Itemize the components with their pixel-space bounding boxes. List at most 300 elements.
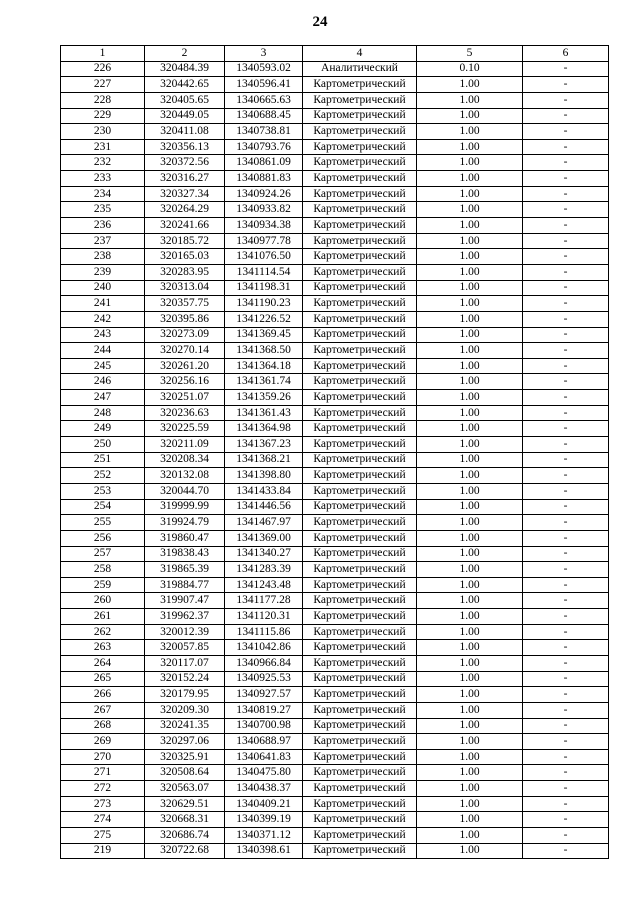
table-row	[61, 61, 609, 77]
cell-method: Картометрический	[303, 577, 417, 593]
cell-accuracy: 1.00	[417, 296, 523, 312]
cell-note: -	[523, 139, 609, 155]
cell-x-coordinate: 320261.20	[145, 358, 225, 374]
cell-y-coordinate: 1341283.39	[225, 562, 303, 578]
cell-note: -	[523, 358, 609, 374]
cell-accuracy: 1.00	[417, 749, 523, 765]
cell-accuracy: 1.00	[417, 343, 523, 359]
cell-note: -	[523, 421, 609, 437]
cell-method: Картометрический	[303, 374, 417, 390]
cell-point-number: 241	[61, 296, 145, 312]
cell-note: -	[523, 749, 609, 765]
cell-x-coordinate: 320449.05	[145, 108, 225, 124]
cell-x-coordinate: 319962.37	[145, 609, 225, 625]
cell-y-coordinate: 1341177.28	[225, 593, 303, 609]
table-row	[61, 77, 609, 93]
cell-y-coordinate: 1340475.80	[225, 765, 303, 781]
cell-x-coordinate: 319924.79	[145, 515, 225, 531]
cell-method: Картометрический	[303, 624, 417, 640]
header-row	[61, 46, 609, 62]
cell-point-number: 267	[61, 702, 145, 718]
cell-point-number: 273	[61, 796, 145, 812]
cell-x-coordinate: 320722.68	[145, 843, 225, 859]
table-row	[61, 843, 609, 859]
cell-x-coordinate: 320225.59	[145, 421, 225, 437]
cell-method: Картометрический	[303, 546, 417, 562]
cell-x-coordinate: 320236.63	[145, 405, 225, 421]
cell-y-coordinate: 1341368.50	[225, 343, 303, 359]
cell-y-coordinate: 1340398.61	[225, 843, 303, 859]
cell-y-coordinate: 1341114.54	[225, 264, 303, 280]
cell-note: -	[523, 828, 609, 844]
table-row	[61, 264, 609, 280]
table-row	[61, 249, 609, 265]
cell-accuracy: 1.00	[417, 530, 523, 546]
cell-x-coordinate: 320372.56	[145, 155, 225, 171]
cell-accuracy: 1.00	[417, 609, 523, 625]
cell-y-coordinate: 1340793.76	[225, 139, 303, 155]
cell-accuracy: 1.00	[417, 139, 523, 155]
cell-point-number: 233	[61, 171, 145, 187]
page-number: 24	[312, 14, 328, 30]
cell-point-number: 261	[61, 609, 145, 625]
cell-method: Картометрический	[303, 749, 417, 765]
table-row	[61, 202, 609, 218]
cell-method: Картометрический	[303, 139, 417, 155]
cell-method: Картометрический	[303, 421, 417, 437]
cell-y-coordinate: 1341367.23	[225, 437, 303, 453]
cell-accuracy: 1.00	[417, 687, 523, 703]
cell-x-coordinate: 320411.08	[145, 124, 225, 140]
table-row	[61, 796, 609, 812]
cell-x-coordinate: 320484.39	[145, 61, 225, 77]
cell-method: Картометрический	[303, 108, 417, 124]
cell-accuracy: 1.00	[417, 171, 523, 187]
cell-accuracy: 1.00	[417, 671, 523, 687]
cell-note: -	[523, 296, 609, 312]
table-row	[61, 718, 609, 734]
cell-accuracy: 1.00	[417, 437, 523, 453]
cell-point-number: 238	[61, 249, 145, 265]
cell-accuracy: 1.00	[417, 812, 523, 828]
cell-x-coordinate: 320165.03	[145, 249, 225, 265]
cell-point-number: 265	[61, 671, 145, 687]
cell-x-coordinate: 320179.95	[145, 687, 225, 703]
cell-method: Картометрический	[303, 593, 417, 609]
cell-point-number: 260	[61, 593, 145, 609]
cell-method: Картометрический	[303, 530, 417, 546]
table-row	[61, 280, 609, 296]
cell-accuracy: 1.00	[417, 264, 523, 280]
cell-y-coordinate: 1341120.31	[225, 609, 303, 625]
table-row	[61, 781, 609, 797]
cell-x-coordinate: 320356.13	[145, 139, 225, 155]
cell-accuracy: 1.00	[417, 92, 523, 108]
cell-x-coordinate: 320283.95	[145, 264, 225, 280]
cell-y-coordinate: 1340738.81	[225, 124, 303, 140]
cell-accuracy: 1.00	[417, 734, 523, 750]
cell-note: -	[523, 796, 609, 812]
cell-method: Картометрический	[303, 640, 417, 656]
cell-point-number: 228	[61, 92, 145, 108]
cell-method: Картометрический	[303, 734, 417, 750]
cell-point-number: 230	[61, 124, 145, 140]
coordinates-table	[60, 45, 609, 859]
cell-point-number: 258	[61, 562, 145, 578]
table-row	[61, 437, 609, 453]
column-header-6: 6	[523, 46, 609, 62]
cell-y-coordinate: 1340819.27	[225, 702, 303, 718]
cell-note: -	[523, 702, 609, 718]
cell-accuracy: 1.00	[417, 624, 523, 640]
cell-point-number: 251	[61, 452, 145, 468]
cell-y-coordinate: 1340881.83	[225, 171, 303, 187]
column-header-3: 3	[225, 46, 303, 62]
cell-x-coordinate: 320211.09	[145, 437, 225, 453]
cell-point-number: 229	[61, 108, 145, 124]
cell-x-coordinate: 319860.47	[145, 530, 225, 546]
cell-x-coordinate: 320313.04	[145, 280, 225, 296]
cell-y-coordinate: 1341369.45	[225, 327, 303, 343]
cell-point-number: 262	[61, 624, 145, 640]
cell-method: Картометрический	[303, 655, 417, 671]
cell-y-coordinate: 1340688.97	[225, 734, 303, 750]
cell-accuracy: 1.00	[417, 702, 523, 718]
cell-note: -	[523, 468, 609, 484]
cell-accuracy: 1.00	[417, 358, 523, 374]
cell-method: Картометрический	[303, 828, 417, 844]
cell-method: Картометрический	[303, 155, 417, 171]
table-row	[61, 218, 609, 234]
cell-y-coordinate: 1340596.41	[225, 77, 303, 93]
cell-method: Картометрический	[303, 171, 417, 187]
cell-point-number: 249	[61, 421, 145, 437]
cell-x-coordinate: 320325.91	[145, 749, 225, 765]
cell-note: -	[523, 452, 609, 468]
cell-point-number: 254	[61, 499, 145, 515]
cell-y-coordinate: 1341115.86	[225, 624, 303, 640]
cell-accuracy: 1.00	[417, 765, 523, 781]
cell-method: Картометрический	[303, 233, 417, 249]
cell-method: Картометрический	[303, 390, 417, 406]
cell-x-coordinate: 320256.16	[145, 374, 225, 390]
cell-note: -	[523, 546, 609, 562]
cell-y-coordinate: 1340925.53	[225, 671, 303, 687]
cell-accuracy: 1.00	[417, 593, 523, 609]
cell-point-number: 256	[61, 530, 145, 546]
cell-accuracy: 1.00	[417, 218, 523, 234]
cell-note: -	[523, 437, 609, 453]
cell-note: -	[523, 687, 609, 703]
cell-x-coordinate: 319907.47	[145, 593, 225, 609]
cell-accuracy: 1.00	[417, 390, 523, 406]
cell-x-coordinate: 320316.27	[145, 171, 225, 187]
cell-method: Картометрический	[303, 718, 417, 734]
cell-y-coordinate: 1340688.45	[225, 108, 303, 124]
cell-method: Картометрический	[303, 671, 417, 687]
table-row	[61, 702, 609, 718]
table-row	[61, 171, 609, 187]
cell-method: Картометрический	[303, 296, 417, 312]
table-row	[61, 390, 609, 406]
cell-note: -	[523, 108, 609, 124]
cell-accuracy: 1.00	[417, 655, 523, 671]
cell-y-coordinate: 1341361.43	[225, 405, 303, 421]
cell-y-coordinate: 1341364.18	[225, 358, 303, 374]
cell-y-coordinate: 1341361.74	[225, 374, 303, 390]
cell-note: -	[523, 655, 609, 671]
cell-y-coordinate: 1341190.23	[225, 296, 303, 312]
cell-x-coordinate: 319999.99	[145, 499, 225, 515]
cell-y-coordinate: 1341467.97	[225, 515, 303, 531]
cell-note: -	[523, 249, 609, 265]
table-row	[61, 233, 609, 249]
cell-x-coordinate: 320297.06	[145, 734, 225, 750]
cell-y-coordinate: 1341446.56	[225, 499, 303, 515]
cell-point-number: 253	[61, 483, 145, 499]
cell-y-coordinate: 1341340.27	[225, 546, 303, 562]
cell-point-number: 275	[61, 828, 145, 844]
cell-note: -	[523, 77, 609, 93]
table-row	[61, 374, 609, 390]
cell-method: Картометрический	[303, 92, 417, 108]
cell-point-number: 274	[61, 812, 145, 828]
table-row	[61, 562, 609, 578]
cell-x-coordinate: 319838.43	[145, 546, 225, 562]
table-row	[61, 343, 609, 359]
cell-accuracy: 1.00	[417, 828, 523, 844]
column-header-2: 2	[145, 46, 225, 62]
cell-note: -	[523, 327, 609, 343]
cell-y-coordinate: 1340700.98	[225, 718, 303, 734]
cell-y-coordinate: 1340399.19	[225, 812, 303, 828]
cell-point-number: 227	[61, 77, 145, 93]
cell-point-number: 272	[61, 781, 145, 797]
cell-note: -	[523, 530, 609, 546]
cell-accuracy: 1.00	[417, 374, 523, 390]
cell-x-coordinate: 320012.39	[145, 624, 225, 640]
cell-point-number: 244	[61, 343, 145, 359]
cell-x-coordinate: 320442.65	[145, 77, 225, 93]
cell-note: -	[523, 671, 609, 687]
cell-accuracy: 1.00	[417, 483, 523, 499]
cell-point-number: 242	[61, 311, 145, 327]
cell-accuracy: 1.00	[417, 562, 523, 578]
table-row	[61, 609, 609, 625]
cell-accuracy: 1.00	[417, 124, 523, 140]
cell-accuracy: 1.00	[417, 468, 523, 484]
cell-note: -	[523, 624, 609, 640]
cell-y-coordinate: 1341076.50	[225, 249, 303, 265]
cell-method: Картометрический	[303, 781, 417, 797]
cell-note: -	[523, 609, 609, 625]
table-row	[61, 124, 609, 140]
cell-accuracy: 1.00	[417, 202, 523, 218]
cell-y-coordinate: 1341433.84	[225, 483, 303, 499]
table-row	[61, 483, 609, 499]
table-row	[61, 468, 609, 484]
cell-x-coordinate: 320209.30	[145, 702, 225, 718]
cell-method: Картометрический	[303, 218, 417, 234]
cell-x-coordinate: 320563.07	[145, 781, 225, 797]
cell-note: -	[523, 593, 609, 609]
cell-method: Картометрический	[303, 280, 417, 296]
cell-point-number: 231	[61, 139, 145, 155]
cell-x-coordinate: 320208.34	[145, 452, 225, 468]
cell-point-number: 270	[61, 749, 145, 765]
cell-y-coordinate: 1341398.80	[225, 468, 303, 484]
cell-accuracy: 1.00	[417, 249, 523, 265]
table-row	[61, 311, 609, 327]
cell-accuracy: 1.00	[417, 311, 523, 327]
cell-x-coordinate: 320273.09	[145, 327, 225, 343]
cell-point-number: 219	[61, 843, 145, 859]
table-row	[61, 499, 609, 515]
cell-note: -	[523, 374, 609, 390]
cell-method: Картометрический	[303, 311, 417, 327]
cell-note: -	[523, 515, 609, 531]
cell-y-coordinate: 1341359.26	[225, 390, 303, 406]
table-row	[61, 546, 609, 562]
cell-accuracy: 1.00	[417, 155, 523, 171]
cell-note: -	[523, 171, 609, 187]
cell-method: Картометрический	[303, 343, 417, 359]
cell-y-coordinate: 1340641.83	[225, 749, 303, 765]
cell-point-number: 263	[61, 640, 145, 656]
cell-method: Картометрический	[303, 249, 417, 265]
cell-x-coordinate: 320241.66	[145, 218, 225, 234]
cell-x-coordinate: 320686.74	[145, 828, 225, 844]
cell-accuracy: 1.00	[417, 327, 523, 343]
cell-y-coordinate: 1340966.84	[225, 655, 303, 671]
cell-accuracy: 1.00	[417, 452, 523, 468]
cell-accuracy: 1.00	[417, 280, 523, 296]
table-row	[61, 530, 609, 546]
cell-y-coordinate: 1340933.82	[225, 202, 303, 218]
cell-point-number: 240	[61, 280, 145, 296]
table-row	[61, 327, 609, 343]
cell-point-number: 226	[61, 61, 145, 77]
cell-y-coordinate: 1340593.02	[225, 61, 303, 77]
cell-note: -	[523, 343, 609, 359]
table-row	[61, 577, 609, 593]
cell-y-coordinate: 1340438.37	[225, 781, 303, 797]
cell-accuracy: 1.00	[417, 577, 523, 593]
cell-method: Картометрический	[303, 499, 417, 515]
cell-accuracy: 1.00	[417, 640, 523, 656]
cell-method: Картометрический	[303, 405, 417, 421]
cell-y-coordinate: 1341042.86	[225, 640, 303, 656]
cell-note: -	[523, 812, 609, 828]
cell-point-number: 259	[61, 577, 145, 593]
cell-x-coordinate: 320264.29	[145, 202, 225, 218]
table-row	[61, 186, 609, 202]
cell-method: Картометрический	[303, 796, 417, 812]
table-row	[61, 593, 609, 609]
cell-x-coordinate: 320508.64	[145, 765, 225, 781]
cell-y-coordinate: 1340861.09	[225, 155, 303, 171]
cell-accuracy: 1.00	[417, 405, 523, 421]
cell-x-coordinate: 320327.34	[145, 186, 225, 202]
cell-note: -	[523, 843, 609, 859]
cell-point-number: 255	[61, 515, 145, 531]
cell-method: Картометрический	[303, 843, 417, 859]
table-row	[61, 812, 609, 828]
cell-point-number: 266	[61, 687, 145, 703]
cell-note: -	[523, 718, 609, 734]
cell-x-coordinate: 320057.85	[145, 640, 225, 656]
cell-point-number: 243	[61, 327, 145, 343]
cell-point-number: 268	[61, 718, 145, 734]
cell-note: -	[523, 264, 609, 280]
cell-method: Картометрический	[303, 358, 417, 374]
cell-y-coordinate: 1341369.00	[225, 530, 303, 546]
cell-note: -	[523, 734, 609, 750]
cell-method: Аналитический	[303, 61, 417, 77]
cell-x-coordinate: 320357.75	[145, 296, 225, 312]
table-row	[61, 828, 609, 844]
cell-accuracy: 1.00	[417, 186, 523, 202]
table-row	[61, 139, 609, 155]
cell-note: -	[523, 233, 609, 249]
cell-note: -	[523, 202, 609, 218]
cell-method: Картометрический	[303, 702, 417, 718]
cell-accuracy: 1.00	[417, 796, 523, 812]
cell-point-number: 271	[61, 765, 145, 781]
cell-method: Картометрический	[303, 687, 417, 703]
table-row	[61, 358, 609, 374]
cell-point-number: 236	[61, 218, 145, 234]
column-header-5: 5	[417, 46, 523, 62]
cell-point-number: 235	[61, 202, 145, 218]
cell-note: -	[523, 562, 609, 578]
cell-method: Картометрический	[303, 468, 417, 484]
cell-method: Картометрический	[303, 452, 417, 468]
cell-point-number: 248	[61, 405, 145, 421]
cell-y-coordinate: 1340409.21	[225, 796, 303, 812]
cell-point-number: 252	[61, 468, 145, 484]
table-row	[61, 405, 609, 421]
cell-x-coordinate: 320185.72	[145, 233, 225, 249]
cell-point-number: 237	[61, 233, 145, 249]
cell-method: Картометрический	[303, 264, 417, 280]
cell-y-coordinate: 1340924.26	[225, 186, 303, 202]
cell-point-number: 250	[61, 437, 145, 453]
table-row	[61, 640, 609, 656]
table-row	[61, 421, 609, 437]
cell-method: Картометрический	[303, 186, 417, 202]
cell-accuracy: 1.00	[417, 77, 523, 93]
table-row	[61, 155, 609, 171]
cell-method: Картометрический	[303, 765, 417, 781]
cell-point-number: 257	[61, 546, 145, 562]
cell-note: -	[523, 61, 609, 77]
cell-y-coordinate: 1340934.38	[225, 218, 303, 234]
cell-x-coordinate: 319865.39	[145, 562, 225, 578]
cell-method: Картометрический	[303, 483, 417, 499]
cell-method: Картометрический	[303, 327, 417, 343]
cell-accuracy: 0.10	[417, 61, 523, 77]
table-row	[61, 296, 609, 312]
cell-accuracy: 1.00	[417, 108, 523, 124]
cell-x-coordinate: 320132.08	[145, 468, 225, 484]
table-row	[61, 687, 609, 703]
cell-y-coordinate: 1340977.78	[225, 233, 303, 249]
cell-accuracy: 1.00	[417, 421, 523, 437]
cell-note: -	[523, 499, 609, 515]
cell-note: -	[523, 390, 609, 406]
cell-note: -	[523, 781, 609, 797]
